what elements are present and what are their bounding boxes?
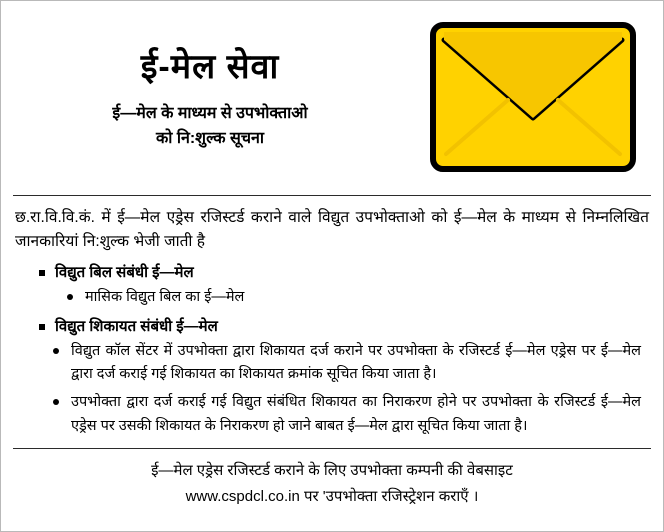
footer-note bbox=[13, 459, 651, 509]
section-complaint-heading bbox=[39, 316, 651, 336]
section-complaint-heading-text: विद्युत शिकायत संबंधी ई—मेल bbox=[55, 317, 218, 335]
list-item: विद्युत कॉल सेंटर में उपभोक्ता द्वारा शिकायत दर्ज कराने पर उपभोक्ता के रजिस्टर्ड ई—मेल एड्रेस पर ई—मेल द्वारा दर्ज कराई गई शिकायत का शिकायत क्रमांक सूचित किया जाता है। bbox=[53, 340, 641, 387]
list-item: उपभोक्ता द्वारा दर्ज कराई गई विद्युत संबंधित शिकायत का निराकरण होने पर उपभोक्ता के रजिस्टर्ड ई—मेल एड्रेस पर उसकी शिकायत के निराकरण हो जाने बाबत ई—मेल द्वारा सूचित किया जाता है। bbox=[53, 391, 641, 438]
page-subtitle-line1: ई—मेल के माध्यम से उपभोक्ताओ bbox=[112, 104, 308, 122]
square-bullet-icon bbox=[39, 324, 45, 330]
list-item: मासिक विद्युत बिल का ई—मेल bbox=[67, 286, 651, 309]
section-bill-heading bbox=[39, 262, 651, 282]
section-bill bbox=[13, 262, 651, 309]
header-section bbox=[13, 11, 651, 183]
header-text-block bbox=[13, 11, 415, 183]
divider-top bbox=[13, 195, 651, 196]
section-complaint bbox=[13, 316, 651, 439]
intro-paragraph: छ.रा.वि.वि.कं. में ई—मेल एड्रेस रजिस्टर्ड कराने वाले विद्युत उपभोक्ताओ को ई—मेल के माध्यम से निम्नलिखित जानकारियां नि:शुल्क भेजी जाती है bbox=[15, 209, 649, 251]
divider-bottom bbox=[13, 448, 651, 449]
section-complaint-list bbox=[53, 340, 641, 439]
page-subtitle-line2: को नि:शुल्क सूचना bbox=[155, 129, 265, 147]
square-bullet-icon bbox=[39, 270, 45, 276]
footer-line-2: www.cspdcl.co.in पर 'उपभोक्ता रजिस्ट्रेशन कराएँ । bbox=[185, 488, 479, 506]
envelope-icon bbox=[430, 22, 636, 172]
section-bill-list bbox=[67, 286, 651, 309]
page-title: ई-मेल सेवा bbox=[140, 47, 280, 86]
page-subtitle bbox=[112, 102, 307, 152]
header-graphic-block bbox=[415, 11, 651, 183]
footer-line-1: ई—मेल एड्रेस रजिस्टर्ड कराने के लिए उपभोक्ता कम्पनी की वेबसाइट bbox=[151, 462, 513, 480]
section-bill-heading-text: विद्युत बिल संबंधी ई—मेल bbox=[55, 264, 194, 282]
